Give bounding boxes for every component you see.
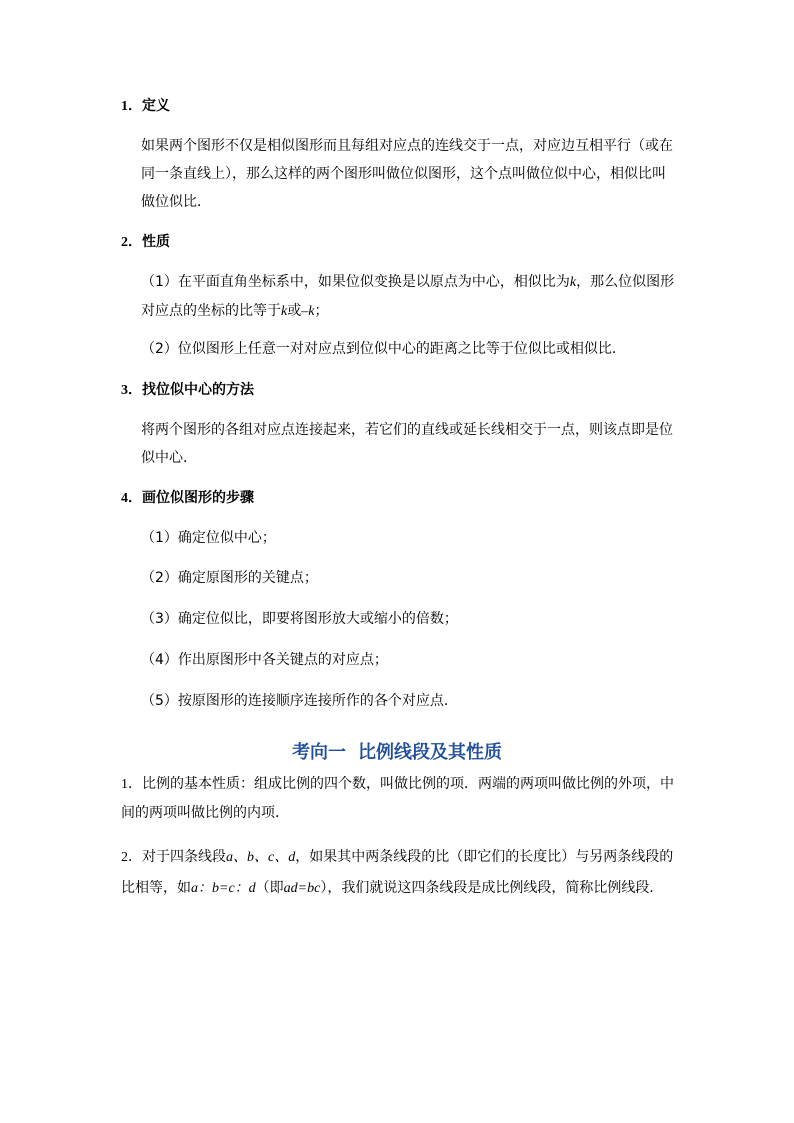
point-1-number: 1． bbox=[121, 777, 142, 792]
section-heading bbox=[0, 738, 794, 764]
item-1-text-c: 或 bbox=[287, 303, 302, 319]
var-neg-k: –k bbox=[301, 304, 315, 319]
section-2-heading bbox=[121, 228, 170, 257]
point-2-text-a: 对于四条线段 bbox=[142, 849, 226, 865]
section-2-title: 性质 bbox=[142, 234, 170, 250]
section-2-item-2: （2）位似图形上任意一对对应点到位似中心的距离之比等于位似比或相似比． bbox=[141, 341, 626, 357]
section-1-number: 1． bbox=[121, 99, 142, 114]
point-1-text: 比例的基本性质：组成比例的四个数，叫做比例的项．两端的两项叫做比例的外项，中间的两项叫做比例的内项． bbox=[121, 776, 674, 821]
section-3-number: 3． bbox=[121, 383, 142, 398]
section-1-title: 定义 bbox=[142, 98, 170, 114]
step-2: （2）确定原图形的关键点； bbox=[141, 570, 318, 586]
point-2-ratio: a：b=c：d bbox=[191, 881, 256, 896]
step-4: （4）作出原图形中各关键点的对应点； bbox=[141, 652, 388, 668]
point-2-product: ad=bc bbox=[283, 881, 321, 896]
step-3: （3）确定位似比，即要将图形放大或缩小的倍数； bbox=[141, 611, 458, 627]
item-1-text-a: （1）在平面直角坐标系中，如果位似变换是以原点为中心，相似比为 bbox=[141, 274, 570, 290]
var-k: k bbox=[569, 275, 577, 290]
section-3-body: 将两个图形的各组对应点连接起来，若它们的直线或延长线相交于一点，则该点即是位似中心． bbox=[141, 422, 673, 466]
heading-part-1: 考向一 bbox=[292, 742, 346, 763]
point-2-vars: a、b、c、d bbox=[226, 850, 296, 865]
section-2-number: 2． bbox=[121, 235, 142, 250]
section-2-item-1 bbox=[141, 268, 677, 326]
section-4-number: 4． bbox=[121, 491, 142, 506]
point-2-text-c: （即 bbox=[255, 880, 284, 896]
section-3-heading bbox=[121, 376, 254, 405]
item-1-text-d: ； bbox=[314, 303, 329, 319]
section-1-heading bbox=[121, 92, 170, 121]
section-4-heading bbox=[121, 484, 254, 513]
section-1-body: 如果两个图形不仅是相似图形而且每组对应点的连线交于一点，对应边互相平行（或在同一条直线上），那么这样的两个图形叫做位似图形，这个点叫做位似中心，相似比叫做位似比． bbox=[141, 138, 673, 210]
var-k-2: k bbox=[281, 304, 288, 319]
section-4-title: 画位似图形的步骤 bbox=[142, 490, 254, 506]
point-1 bbox=[121, 770, 677, 827]
step-5: （5）按原图形的连接顺序连接所作的各个对应点． bbox=[141, 693, 458, 709]
item-1-text-b: ，那么位似图形对应点的坐标的比等于 bbox=[141, 274, 675, 319]
point-2-text-d: ），我们就说这四条线段是成比例线段，简称比例线段． bbox=[320, 880, 664, 896]
point-2 bbox=[121, 842, 677, 904]
heading-part-2: 比例线段及其性质 bbox=[358, 742, 502, 763]
point-2-text-b: ，如果其中两条线段的比（即它们的长度比）与另两条线段的比相等，如 bbox=[121, 849, 674, 896]
step-1: （1）确定位似中心； bbox=[141, 530, 276, 546]
point-2-number: 2． bbox=[121, 850, 142, 865]
section-3-title: 找位似中心的方法 bbox=[142, 382, 254, 398]
